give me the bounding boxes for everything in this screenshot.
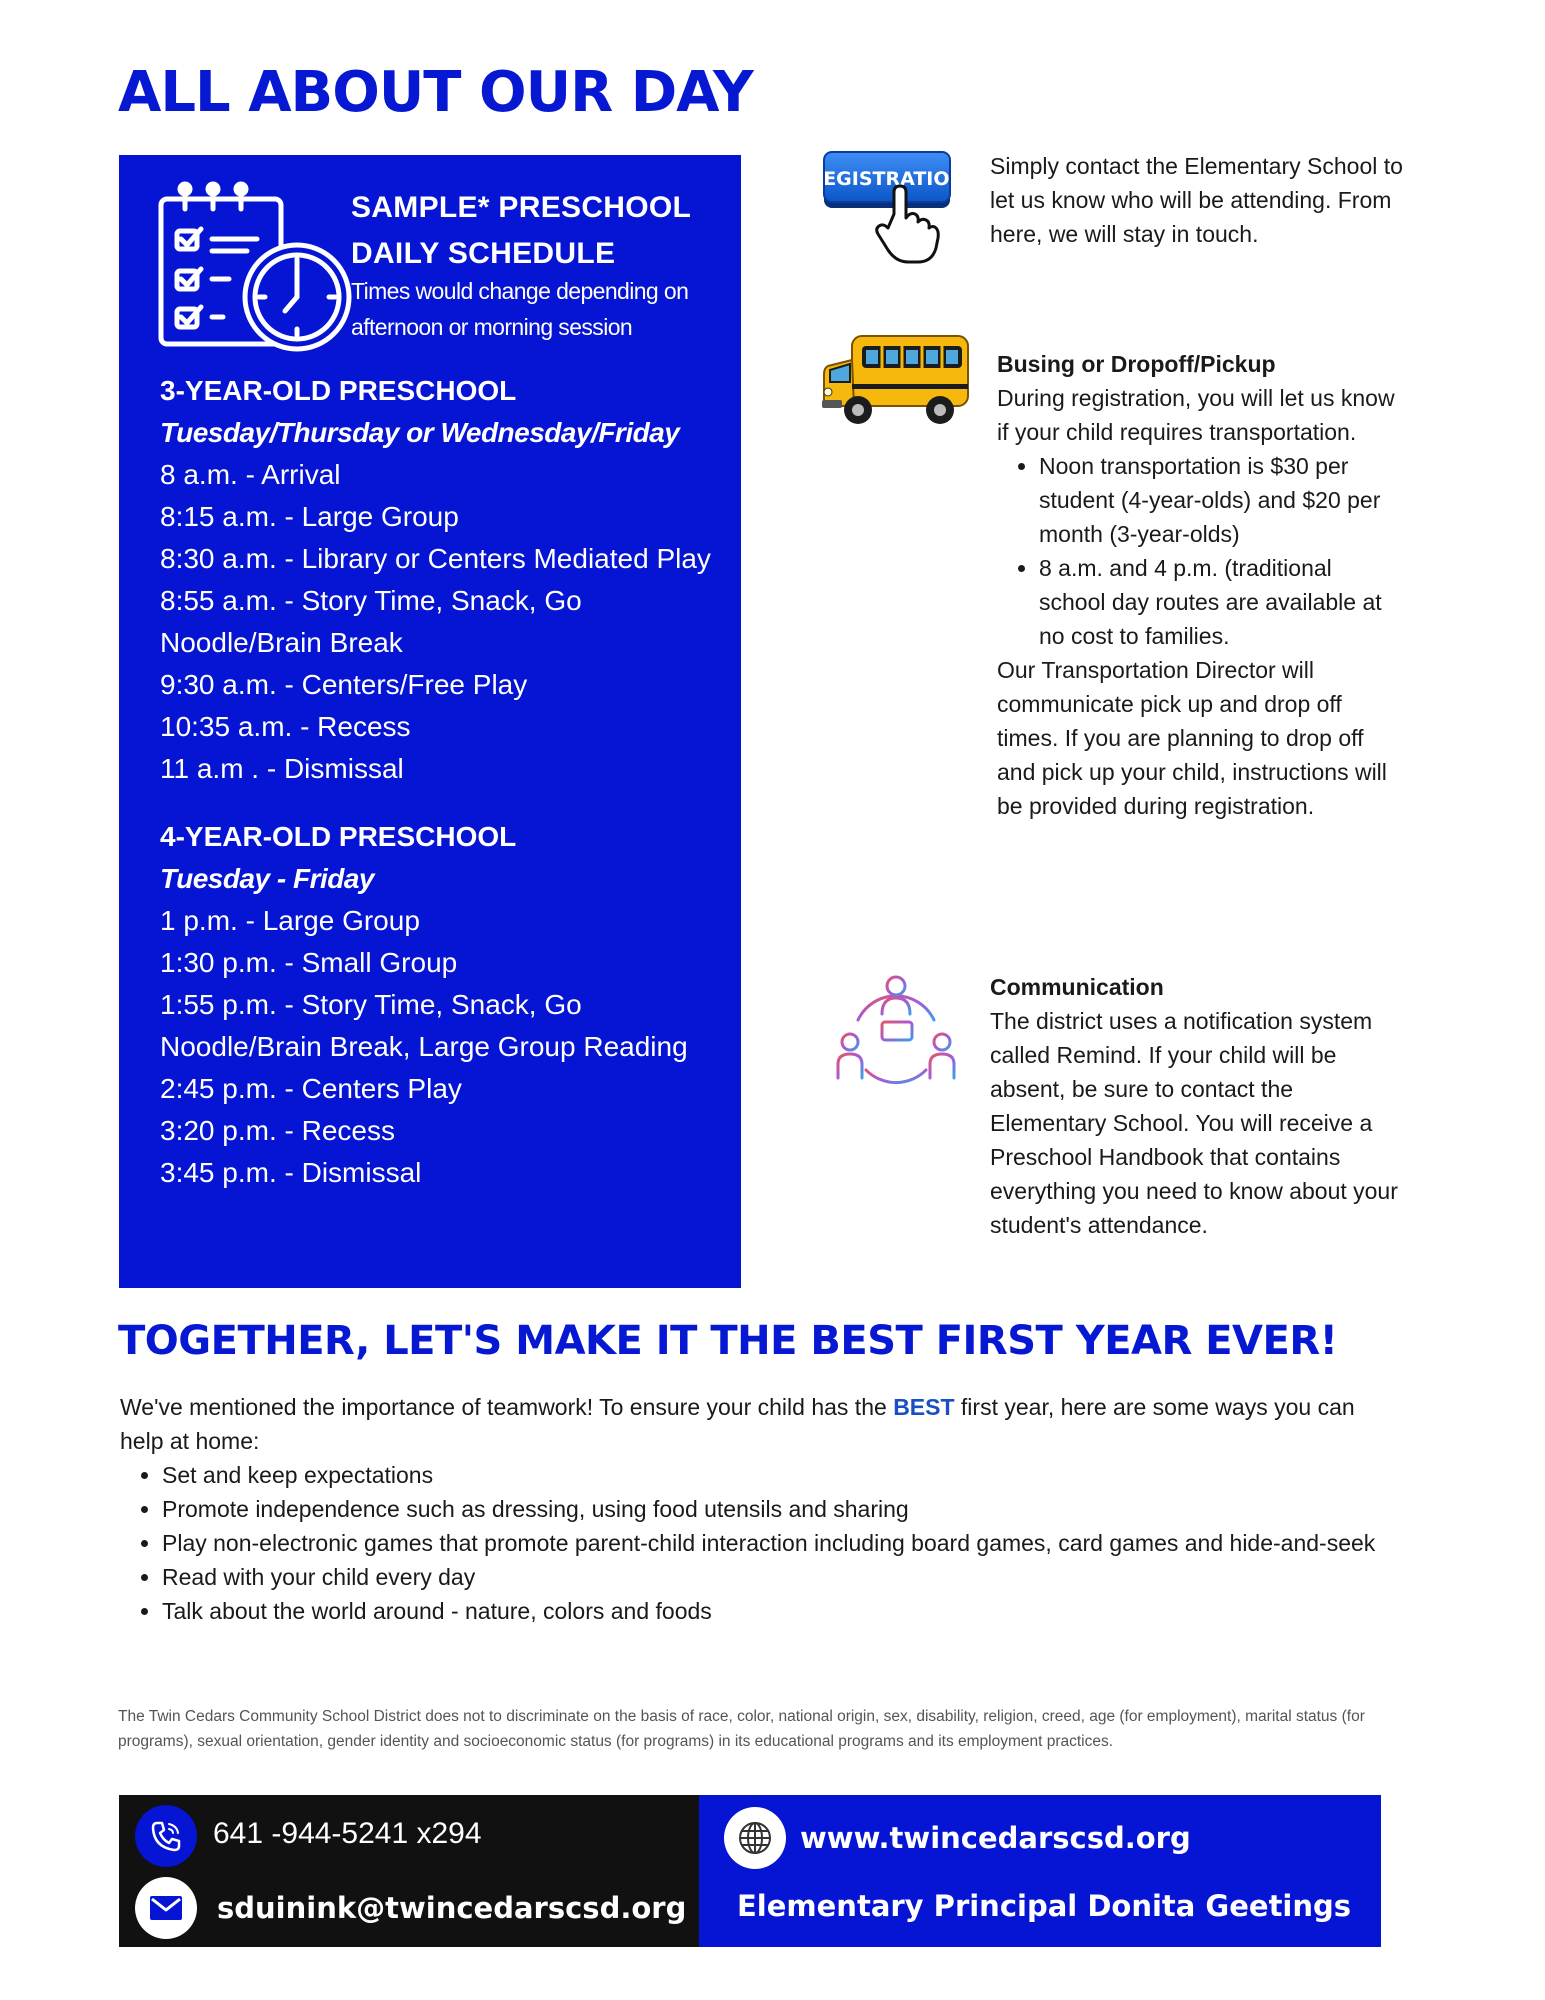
schedule-item: 2:45 p.m. - Centers Play: [160, 1073, 462, 1104]
schedule-item: 1 p.m. - Large Group: [160, 905, 420, 936]
list-item: • Play non-electronic games that promote parent-child interaction including board games, card games and hide-and-seek: [162, 1526, 1380, 1560]
together-bullets: [120, 1458, 1380, 1628]
registration-button-icon: [808, 152, 966, 264]
list-item: • Noon transportation is $30 per student (4-year-olds) and $20 per month (3-year-olds): [1039, 449, 1397, 551]
schedule-item: 8:55 a.m. - Story Time, Snack, Go Noodle/Brain Break: [160, 585, 582, 658]
communication-section: [990, 970, 1400, 1242]
together-intro: [120, 1390, 1380, 1458]
list-item: • Read with your child every day: [162, 1560, 1380, 1594]
list-item: • Promote independence such as dressing, using food utensils and sharing: [162, 1492, 1380, 1526]
busing-heading: Busing or Dropoff/Pickup: [997, 351, 1276, 377]
three-year-days: Tuesday/Thursday or Wednesday/Friday: [160, 417, 680, 448]
busing-section: [997, 347, 1397, 823]
three-year-heading: 3-YEAR-OLD PRESCHOOL: [160, 375, 517, 406]
phone-number[interactable]: 641 -944-5241 x294: [213, 1817, 482, 1850]
four-year-heading: 4-YEAR-OLD PRESCHOOL: [160, 821, 517, 852]
list-item: • Set and keep expectations: [162, 1458, 1380, 1492]
calendar-clock-icon: [157, 179, 357, 354]
principal-name: Elementary Principal Donita Geetings: [737, 1889, 1352, 1923]
together-intro-before: We've mentioned the importance of teamwork! To ensure your child has the: [120, 1394, 894, 1420]
email-icon: [135, 1877, 197, 1939]
schedule-item: 11 a.m . - Dismissal: [160, 753, 404, 784]
together-heading: TOGETHER, LET'S MAKE IT THE BEST FIRST YEAR EVER!: [118, 1318, 1338, 1364]
best-emphasis: BEST: [893, 1394, 955, 1420]
schedule-item: 1:30 p.m. - Small Group: [160, 947, 458, 978]
busing-intro: During registration, you will let us know if your child requires transportation.: [997, 385, 1395, 445]
communication-text: The district uses a notification system called Remind. If your child will be absent, be sure to contact the Elementary School. You will receive a Preschool Handbook that contains everything you need to know about your student's attendance.: [990, 1008, 1398, 1238]
communication-heading: Communication: [990, 974, 1164, 1000]
list-item: • 8 a.m. and 4 p.m. (traditional school day routes are available at no cost to families.: [1039, 551, 1397, 653]
together-section: [120, 1390, 1380, 1628]
school-bus-icon: [822, 330, 972, 430]
website-link[interactable]: www.twincedarscsd.org: [800, 1821, 1191, 1855]
page-title: ALL ABOUT OUR DAY: [118, 60, 753, 125]
schedule-body: [160, 370, 730, 1194]
list-item: • Talk about the world around - nature, colors and foods: [162, 1594, 1380, 1628]
schedule-note: Times would change depending on afternoon or morning session: [351, 278, 689, 340]
busing-bullets: [997, 449, 1397, 653]
phone-icon: [135, 1805, 197, 1867]
globe-icon: [724, 1807, 786, 1869]
schedule-panel: [119, 155, 741, 1288]
schedule-item: 9:30 a.m. - Centers/Free Play: [160, 669, 528, 700]
schedule-item: 8:30 a.m. - Library or Centers Mediated Play: [160, 543, 711, 574]
schedule-title: SAMPLE* PRESCHOOL DAILY SCHEDULE: [351, 191, 691, 270]
four-year-days: Tuesday - Friday: [160, 863, 375, 894]
email-address[interactable]: sduinink@twincedarscsd.org: [217, 1891, 687, 1925]
communication-people-icon: [836, 970, 956, 1085]
schedule-item: 3:45 p.m. - Dismissal: [160, 1157, 422, 1188]
schedule-item: 8 a.m. - Arrival: [160, 459, 341, 490]
busing-outro: Our Transportation Director will communicate pick up and drop off times. If you are planning to drop off and pick up your child, instructions will be provided during registration.: [997, 657, 1387, 819]
footer-contact: [119, 1795, 699, 1947]
registration-text: Simply contact the Elementary School to let us know who will be attending. From here, we will stay in touch.: [990, 153, 1403, 247]
schedule-item: 1:55 p.m. - Story Time, Snack, Go Noodle/Brain Break, Large Group Reading: [160, 989, 688, 1062]
footer-website: [699, 1795, 1381, 1947]
together-intro-after: first year, here are some ways you can help at home:: [120, 1394, 1355, 1454]
schedule-item: 3:20 p.m. - Recess: [160, 1115, 395, 1146]
nondiscrimination-disclaimer: The Twin Cedars Community School District does not to discriminate on the basis of race, color, national origin, sex, disability, religion, creed, age (for employment), marital status (for programs), sexual orientation, gender identity and socioeconomic status (for programs) in its educational programs and its employment practices.: [118, 1708, 1365, 1750]
registration-label: REGISTRATION: [808, 168, 966, 190]
schedule-item: 10:35 a.m. - Recess: [160, 711, 411, 742]
schedule-item: 8:15 a.m. - Large Group: [160, 501, 459, 532]
